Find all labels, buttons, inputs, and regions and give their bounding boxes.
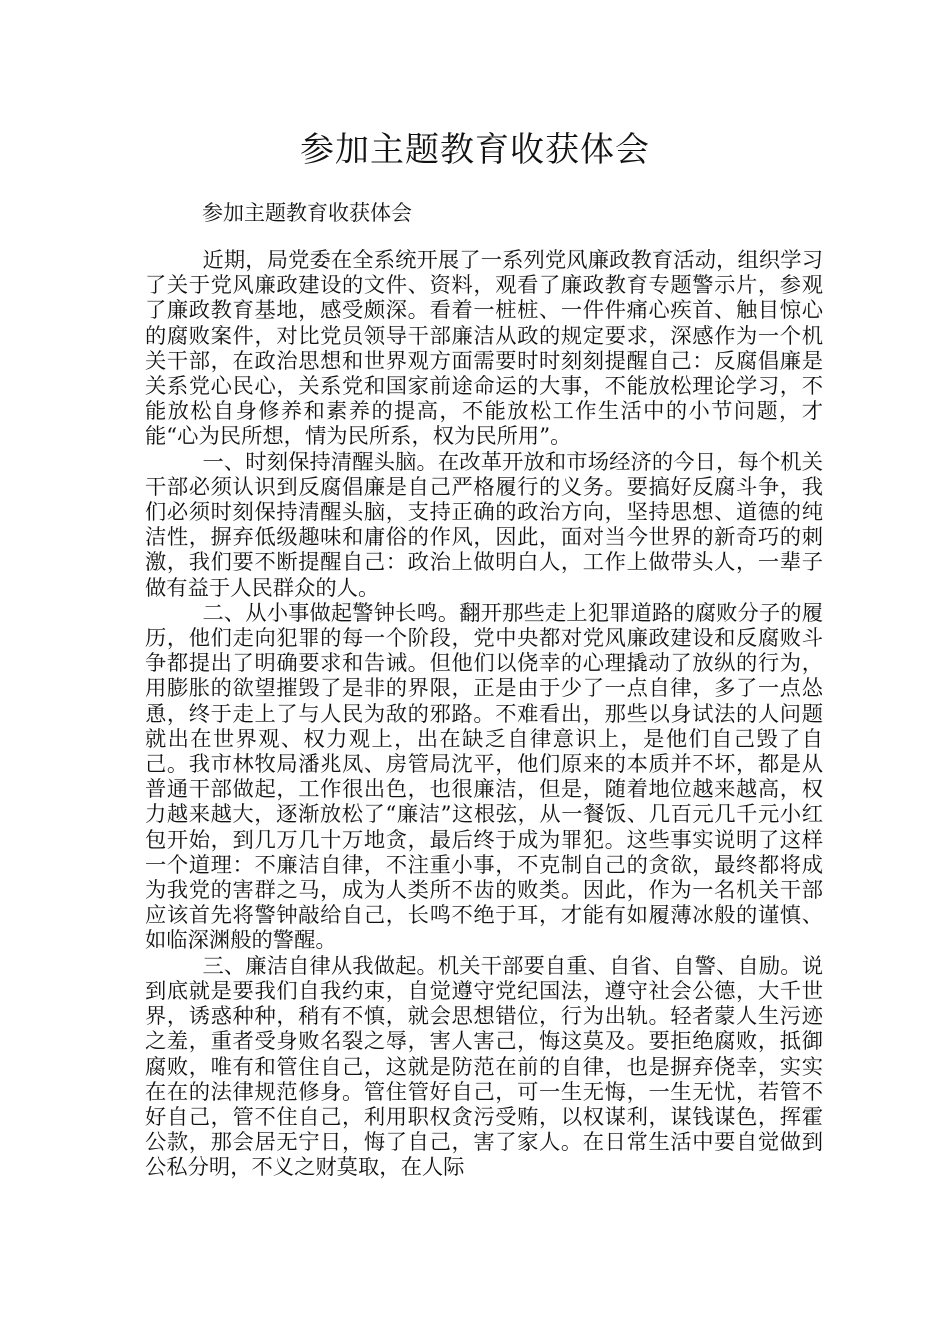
document-subtitle: 参加主题教育收获体会 [202,201,412,225]
section-two-paragraph: 二、从小事做起警钟长鸣。翻开那些走上犯罪道路的腐败分子的履历，他们走向犯罪的每一个阶段，党中央都对党风廉政建设和反腐败斗争都提出了明确要求和告诫。但他们以侥幸的心理撬动了放纵的行为，用膨胀的欲望摧毁了是非的界限，正是由于少了一点自律，多了一点怂恿，终于走上了与人民为敌的邪路。不难看出，那些以身试法的人问题就出在世界观、权力观上，出在缺乏自律意识上，是他们自己毁了自己。我市林牧局潘兆凤、房管局沈平，他们原来的本质并不坏，都是从普通干部做起，工作很出色，也很廉洁，但是，随着地位越来越高，权力越来越大，逐渐放松了“廉洁”这根弦，从一餐饭、几百元几千元小红包开始，到几万几十万地贪，最后终于成为罪犯。这些事实说明了这样一个道理：不廉洁自律，不注重小事，不克制自己的贪欲，最终都将成为我党的害群之马，成为人类所不齿的败类。因此，作为一名机关干部应该首先将警钟敲给自己，长鸣不绝于耳，才能有如履薄冰般的谨慎、如临深渊般的警醒。 [145,600,823,954]
intro-paragraph: 近期，局党委在全系统开展了一系列党风廉政教育活动，组织学习了关于党风廉政建设的文件、资料，观看了廉政教育专题警示片，参观了廉政教育基地，感受颇深。看着一桩桩、一件件痛心疾首、触目惊心的腐败案件，对比党员领导干部廉洁从政的规定要求，深感作为一个机关干部，在政治思想和世界观方面需要时时刻刻提醒自己：反腐倡廉是关系党心民心，关系党和国家前途命运的大事，不能放松理论学习，不能放松自身修养和素养的提高，不能放松工作生活中的小节问题，才能“心为民所想，情为民所系，权为民所用”。 [145,248,823,450]
document-title: 参加主题教育收获体会 [300,130,650,170]
section-one-paragraph: 一、时刻保持清醒头脑。在改革开放和市场经济的今日，每个机关干部必须认识到反腐倡廉是自己严格履行的义务。要搞好反腐斗争，我们必须时刻保持清醒头脑，支持正确的政治方向，坚持思想、道德的纯洁性，摒弃低级趣味和庸俗的作风，因此，面对当今世界的新奇巧的刺激，我们要不断提醒自己：政治上做明白人，工作上做带头人，一辈子做有益于人民群众的人。 [145,449,823,601]
document-body [145,248,823,1181]
section-three-paragraph: 三、廉洁自律从我做起。机关干部要自重、自省、自警、自励。说到底就是要我们自我约束，自觉遵守党纪国法，遵守社会公德，大千世界，诱惑种种，稍有不慎，就会思想错位，行为出轨。轻者蒙人生污迹之羞，重者受身败名裂之辱，害人害己，悔这莫及。要拒绝腐败，抵御腐败，唯有和管住自己，这就是防范在前的自律，也是摒弃侥幸，实实在在的法律规范修身。管住管好自己，可一生无悔，一生无忧，若管不好自己，管不住自己，利用职权贪污受贿，以权谋利，谋钱谋色，挥霍公款，那会居无宁日，悔了自己，害了家人。在日常生活中要自觉做到公私分明，不义之财莫取，在人际 [145,953,823,1181]
